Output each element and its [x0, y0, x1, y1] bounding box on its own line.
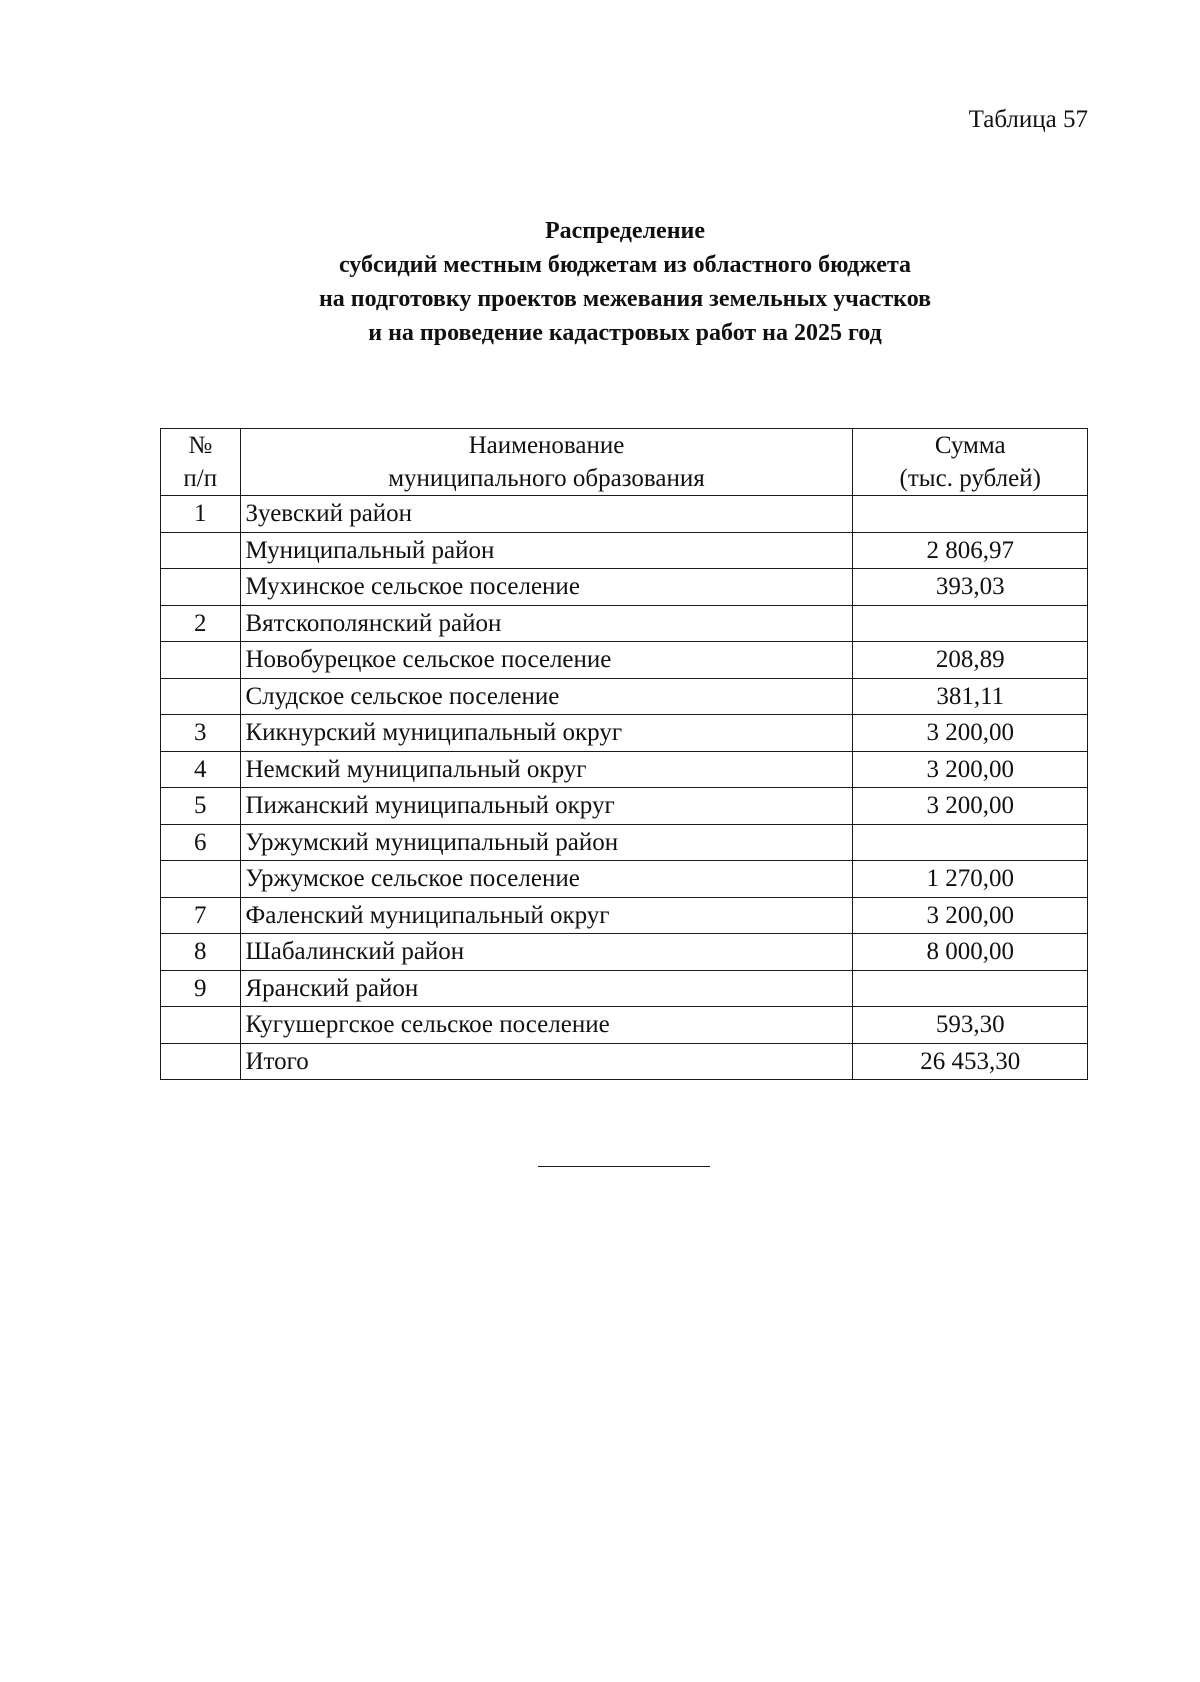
table-row	[161, 970, 1088, 1007]
row-number: 2	[161, 605, 241, 642]
row-name: Слудское сельское поселение	[240, 678, 853, 715]
row-number	[161, 532, 241, 569]
table-row	[161, 496, 1088, 533]
table-row	[161, 897, 1088, 934]
header-name-line-2: муниципального образования	[388, 465, 705, 492]
row-name: Муниципальный район	[240, 532, 853, 569]
row-sum: 393,03	[853, 569, 1088, 606]
header-sum-line-2: (тыс. рублей)	[899, 465, 1041, 492]
row-number	[161, 642, 241, 679]
total-label: Итого	[240, 1043, 853, 1080]
header-number	[161, 429, 241, 496]
row-name: Шабалинский район	[240, 934, 853, 971]
row-number: 4	[161, 751, 241, 788]
row-sum: 8 000,00	[853, 934, 1088, 971]
title-line-4: и на проведение кадастровых работ на 2025 год	[368, 320, 882, 346]
table-row	[161, 569, 1088, 606]
total-sum: 26 453,30	[853, 1043, 1088, 1080]
table-number-label: Таблица 57	[968, 106, 1088, 133]
row-sum: 3 200,00	[853, 751, 1088, 788]
row-number	[161, 1007, 241, 1044]
row-name: Пижанский муниципальный округ	[240, 788, 853, 825]
header-number-line-1: №	[188, 432, 213, 459]
row-sum: 3 200,00	[853, 897, 1088, 934]
row-sum	[853, 824, 1088, 861]
table-row	[161, 1007, 1088, 1044]
row-name: Вятскополянский район	[240, 605, 853, 642]
closing-divider	[538, 1166, 710, 1167]
row-name: Уржумский муниципальный район	[240, 824, 853, 861]
table-row	[161, 715, 1088, 752]
table-header-row	[161, 429, 1088, 496]
header-sum-line-1: Сумма	[934, 432, 1006, 459]
row-number: 6	[161, 824, 241, 861]
row-name: Зуевский район	[240, 496, 853, 533]
table-row	[161, 861, 1088, 898]
table-row	[161, 824, 1088, 861]
row-number	[161, 678, 241, 715]
row-sum: 2 806,97	[853, 532, 1088, 569]
row-name: Яранский район	[240, 970, 853, 1007]
row-number	[161, 569, 241, 606]
table-row	[161, 605, 1088, 642]
row-number: 9	[161, 970, 241, 1007]
row-sum	[853, 970, 1088, 1007]
document-title	[160, 214, 1090, 350]
title-line-3: на подготовку проектов межевания земельных участков	[318, 286, 932, 312]
row-number: 8	[161, 934, 241, 971]
total-number	[161, 1043, 241, 1080]
row-sum	[853, 496, 1088, 533]
title-line-1: Распределение	[544, 218, 706, 244]
header-sum	[853, 429, 1088, 496]
row-number: 5	[161, 788, 241, 825]
row-sum: 3 200,00	[853, 788, 1088, 825]
row-name: Фаленский муниципальный округ	[240, 897, 853, 934]
header-number-line-2: п/п	[183, 465, 218, 492]
row-name: Мухинское сельское поселение	[240, 569, 853, 606]
table-total-row	[161, 1043, 1088, 1080]
table-row	[161, 642, 1088, 679]
table-row	[161, 788, 1088, 825]
row-name: Новобурецкое сельское поселение	[240, 642, 853, 679]
row-sum: 208,89	[853, 642, 1088, 679]
row-number: 7	[161, 897, 241, 934]
row-number	[161, 861, 241, 898]
title-line-2: субсидий местным бюджетам из областного бюджета	[338, 252, 912, 278]
table-row	[161, 678, 1088, 715]
row-name: Немский муниципальный округ	[240, 751, 853, 788]
row-number: 1	[161, 496, 241, 533]
row-number: 3	[161, 715, 241, 752]
row-name: Кикнурский муниципальный округ	[240, 715, 853, 752]
row-name: Кугушергское сельское поселение	[240, 1007, 853, 1044]
row-sum: 3 200,00	[853, 715, 1088, 752]
row-sum: 593,30	[853, 1007, 1088, 1044]
table-row	[161, 751, 1088, 788]
table-row	[161, 934, 1088, 971]
table-row	[161, 532, 1088, 569]
subsidy-table	[160, 428, 1088, 1080]
row-sum: 381,11	[853, 678, 1088, 715]
header-name	[240, 429, 853, 496]
row-sum: 1 270,00	[853, 861, 1088, 898]
row-name: Уржумское сельское поселение	[240, 861, 853, 898]
header-name-line-1: Наименование	[468, 432, 625, 459]
row-sum	[853, 605, 1088, 642]
